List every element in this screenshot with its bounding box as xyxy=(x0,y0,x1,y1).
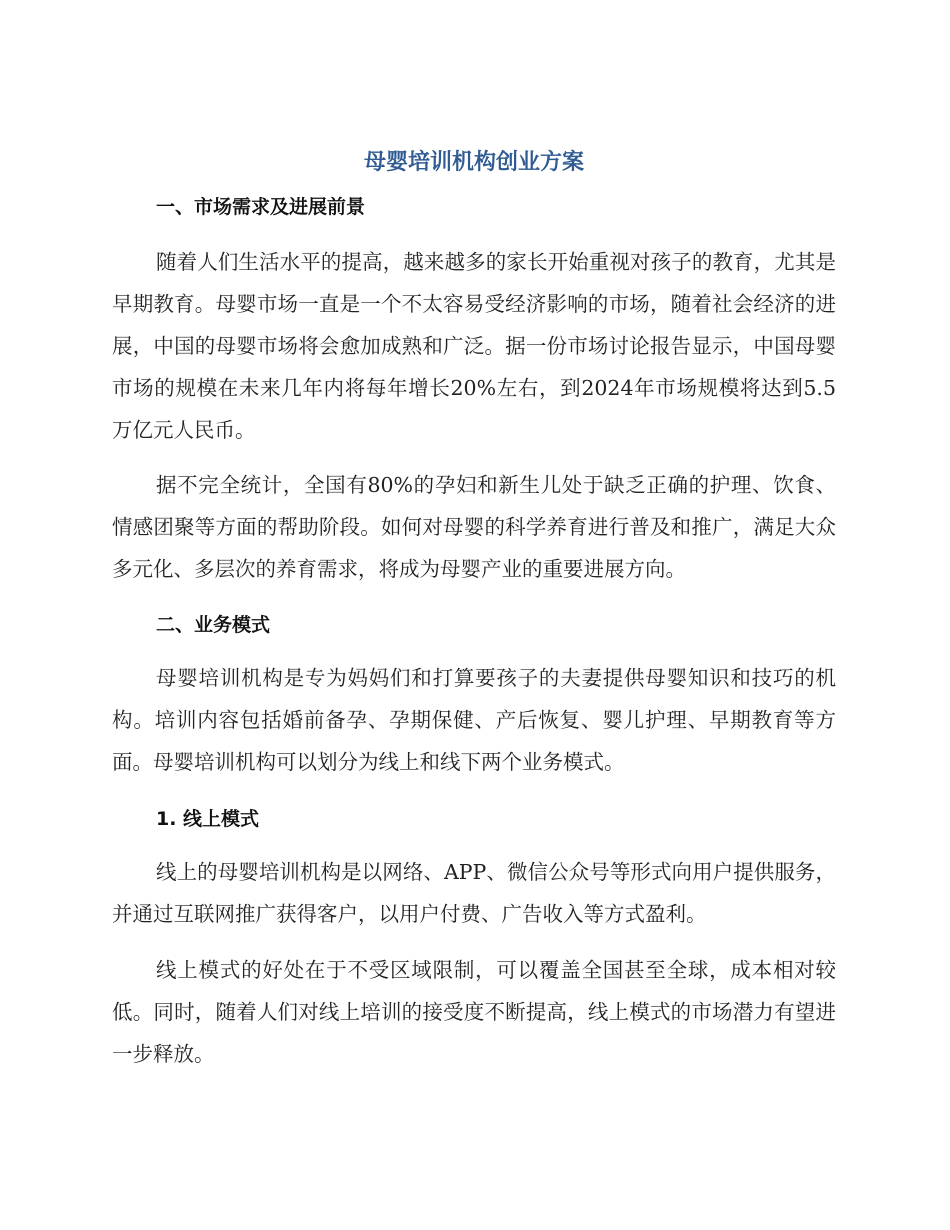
paragraph-online-model: 线上的母婴培训机构是以网络、APP、微信公众号等形式向用户提供服务，并通过互联网推广获得客户，以用户付费、广告收入等方式盈利。 xyxy=(112,860,836,926)
paragraph-market-needs: 据不完全统计，全国有80%的孕妇和新生儿处于缺乏正确的护理、饮食、情感团聚等方面的帮助阶段。如何对母婴的科学养育进行普及和推广，满足大众多元化、多层次的养育需求，将成为母婴产业的重要进展方向。 xyxy=(112,473,836,581)
paragraph-online-advantages: 线上模式的好处在于不受区域限制，可以覆盖全国甚至全球，成本相对较低。同时，随着人们对线上培训的接受度不断提高，线上模式的市场潜力有望进一步释放。 xyxy=(112,958,836,1066)
section-heading-online-model: 1. 线上模式 xyxy=(156,808,260,830)
section-heading-business-model: 二、业务模式 xyxy=(156,614,271,636)
paragraph-market-overview: 随着人们生活水平的提高，越来越多的家长开始重视对孩子的教育，尤其是早期教育。母婴市场一直是一个不太容易受经济影响的市场，随着社会经济的进展，中国的母婴市场将会愈加成熟和广泛。据一份市场讨论报告显示，中国母婴市场的规模在未来几年内将每年增长20%左右，到2024年市场规模将达到5.5万亿元人民币。 xyxy=(112,250,836,442)
document-title: 母婴培训机构创业方案 xyxy=(363,150,584,175)
paragraph-business-model: 母婴培训机构是专为妈妈们和打算要孩子的夫妻提供母婴知识和技巧的机构。培训内容包括婚前备孕、孕期保健、产后恢复、婴儿护理、早期教育等方面。母婴培训机构可以划分为线上和线下两个业务模式。 xyxy=(112,666,836,774)
section-heading-market: 一、市场需求及进展前景 xyxy=(156,196,366,218)
